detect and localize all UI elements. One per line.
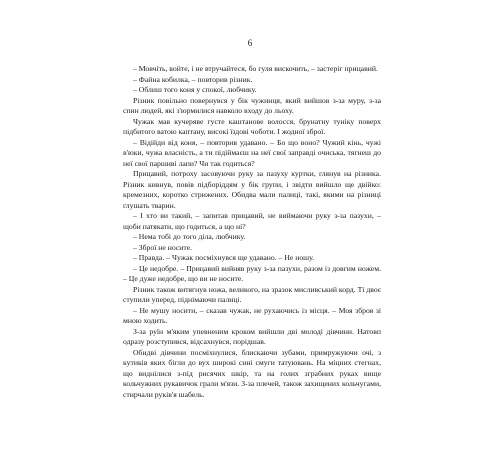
paragraph: – Нема тобі до того діла, любчику. bbox=[133, 232, 246, 241]
page-number: 6 bbox=[247, 38, 253, 48]
paragraph: Обидві дівчини посміхнулися, блискаючи зубами, примружуючи очі, з кутиків яких бігли до вух широкі сині смуги татуювань. На міцних стегнах, що виднілися з-під рисячих шкір, та на голих зграбних руках вище кольчужних рукавичок грали м'язи. З-за плечей, також захищених кольчугами, стирчали руків'я шабель. bbox=[123, 347, 381, 399]
paragraph: – Правда. – Чужак посміхнувся ще удавано. – Не ношу. bbox=[133, 253, 315, 262]
paragraph: – Зброї не носите. bbox=[133, 242, 193, 252]
paragraph: Прицавий, потроху засовуючи руку за пазуху куртки, глянув на різника. Різник кивнув, повів підборіддям у бік групи, і звідти вийшло ще двійко: кремезних, коротко стрижених. Обидва мали палиці, такі, якими на різниці глушать тварин. bbox=[123, 169, 381, 210]
paragraph: – Це недобре. – Прицавий вийняв руку з-за пазухи, разом із довгим ножем. – Це дуже недобре, що ви не носите. bbox=[123, 263, 381, 283]
paragraph: – Облиш того коня у спокої, любчику. bbox=[133, 85, 257, 94]
paragraph: – І хто ви такий, – запитав прицавий, не виймаючи руку з-за пазухи, – щоби патякати, що годиться, а що ні? bbox=[123, 211, 381, 231]
body-text bbox=[123, 64, 381, 400]
paragraph: Різник також витягнув ножа, великого, на зразок мисливський корд. Ті двоє ступили уперед, піднімаючи палиці. bbox=[123, 284, 381, 304]
paragraph: Різник повільно повернувся у бік чужинця, який вийшов з-за муру, з-за спин людей, які з'юрмилися навколо входу до льоху. bbox=[123, 95, 381, 115]
paragraph: З-за руїн м'яким упевненим кроком вийшли дві молоді дівчини. Натовп одразу розступився, відсахнувся, порідшав. bbox=[123, 326, 381, 346]
paragraph: – Не мушу носити, – сказав чужак, не рухаючись із місця. – Моя зброя зі мною ходить. bbox=[123, 305, 381, 325]
paragraph: – Відійди від коня, – повторив удавано. – Бо що воно? Чужий кінь, чужі в'юки, чужа власність, а ти підіймаєш на неї свої заправді очиська, тягнеш до неї свої паршиві лапи? Чи так годиться? bbox=[123, 137, 381, 168]
paragraph: – Файна кобилка, – повторив різник. bbox=[133, 74, 253, 84]
paragraph: – Мовчіть, войте, і не втручайтеся, бо гуля вискочить, – застеріг прицавий. bbox=[133, 64, 378, 73]
paragraph: Чужак мав кучеряве густе каштанове волосся, брунатну туніку поверх підбитого ватою каптану, високі їздові чоботи. І жодної зброї. bbox=[123, 116, 381, 136]
